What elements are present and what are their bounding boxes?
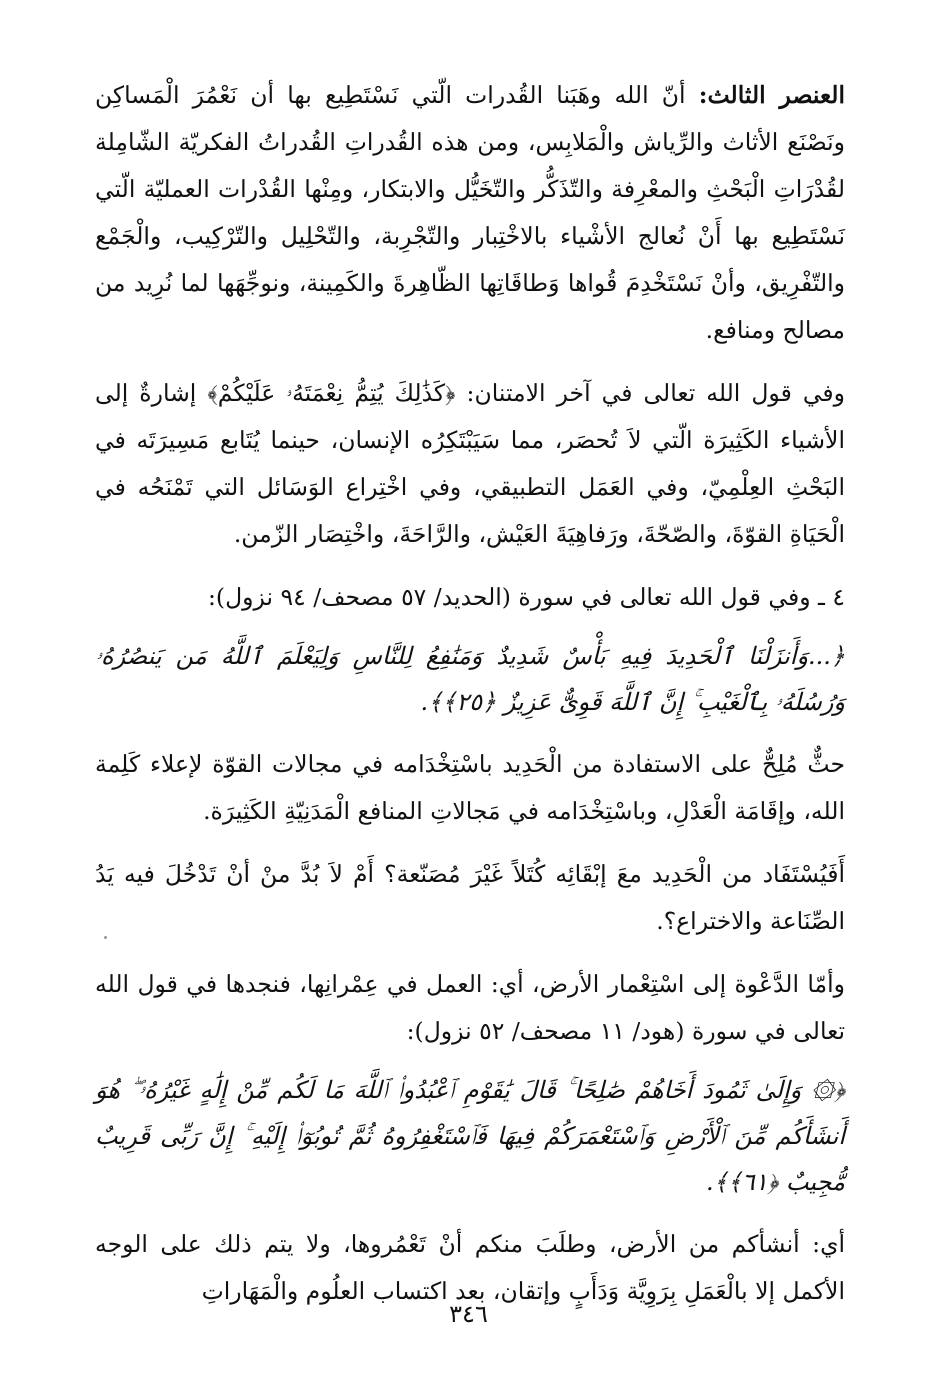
quran-verse-hud: ﴿۞ وَإِلَىٰ ثَمُودَ أَخَاهُمْ صَٰلِحًا ۚ قَالَ يَٰقَوْمِ ٱعْبُدُوا۟ ٱللَّهَ مَا لَكُم مِّنْ إِلَٰهٍ غَيْرُهُۥ ۖ هُوَ أَنشَأَكُم مِّنَ ٱلْأَرْضِ وَٱسْتَعْمَرَكُمْ فِيهَا فَٱسْتَغْفِرُوهُ ثُمَّ تُوبُوٓا۟ إِلَيْهِ ۚ إِنَّ رَبِّى قَرِيبٌ مُّجِيبٌ ﴿٦١﴾﴾.: [95, 1076, 845, 1196]
paragraph-earth-call: [95, 961, 845, 1055]
paragraph-text: أي: أنشأكم من الأرض، وطلَبَ منكم أنْ تَعْمُروها، ولا يتم ذلك على الوجه الأكمل إلا بالْعَمَلِ بِرَوِيَّة وَدَأَبٍ وإتقان، بعد اكتساب العلُوم والْمَهَاراتِ: [95, 1230, 845, 1305]
paragraph-text: حثٌّ مُلِحٌّ على الاستفادة من الْحَدِيد باسْتِخْدَامه في مجالات القوّة لإعلاء كَلِمة الله، وإقَامَة الْعَدْلِ، وباسْتِخْدَامه في مَجالاتِ المنافع الْمَدَنِيّةِ الكَثِيرَة.: [95, 750, 845, 825]
paragraph-text: وفي قول الله تعالى في آخر الامتنان: ﴿كَذَٰلِكَ يُتِمُّ نِعْمَتَهُۥ عَلَيْكُمْ﴾ إشارةٌ إلى الأشياء الكَثِيرَة الّتي لاَ تُحصَر، مما سَيَبْتَكِرُه الإنسان، حينما يُتَابع مَسِيرَتَه في البَحْثِ العِلْمِيّ، وفي العَمَل التطبيقي، وفي اخْتِراع الوَسَائل التي تَمْنَحُه في الْحَيَاةِ القوّةَ، والصّحّةَ، ورَفاهِيَةَ العَيْش، والرَّاحَةَ، واخْتِصَار الزّمن.: [95, 379, 845, 548]
paragraph-text: أنّ الله وهَبَنا القُدرات الّتي نَسْتَطِيع بها أن نَعْمُرَ الْمَساكِن ونَصْنَع الأثاث والرِّياش والْمَلابِس، ومن هذه القُدراتِ القُدراتُ الفكريّة الشّامِلة لقُدْرَاتِ الْبَحْثِ والمعْرِفة والتّذَكُّر والتّخَيُّل والابتكار، ومِنْها القُدْرات العمليّة الّتي نَسْتَطِيع بها أَنْ نُعالج الأشْياء بالاخْتِبار والتّجْرِبة، والتّحْلِيل والتّرْكِيب، والْجَمْع والتّفْرِيق، وأنْ نَسْتَخْدِمَ قُواها وَطاقَاتِها الظّاهِرةَ والكَمِينة، ونوجِّهَها لما نُرِيد من مصالح ومنافع.: [95, 81, 845, 344]
paragraph-text: أَفَيُسْتَفَاد من الْحَدِيد معَ إبْقَائِه كُتَلاً غَيْرَ مُصَنّعة؟ أَمْ لاَ بُدَّ منْ أنْ تَدْخُلَ فيه يَدُ الصِّنَاعة والاختراع؟.: [95, 860, 845, 935]
paragraph-hadid-intro: [95, 574, 845, 621]
page-body: [95, 72, 845, 1331]
quran-verse-hadid: ﴿...وَأَنزَلْنَا ٱلْحَدِيدَ فِيهِ بَأْسٌ شَدِيدٌ وَمَنَٰفِعُ لِلنَّاسِ وَلِيَعْلَمَ ٱللَّهُ مَن يَنصُرُهُۥ وَرُسُلَهُۥ بِٱلْغَيْبِ ۚ إِنَّ ٱللَّهَ قَوِىٌّ عَزِيزٌ ﴿٢٥﴾﴾.: [95, 642, 845, 716]
paragraph-third-element: [95, 72, 845, 354]
paragraph-iron-usage: [95, 741, 845, 835]
paragraph-iron-question: [95, 851, 845, 945]
page-number: ٣٤٦: [449, 1300, 488, 1328]
paragraph-imtinan: [95, 370, 845, 558]
divider-dot: [104, 936, 107, 939]
paragraph-text: ٤ ـ وفي قول الله تعالى في سورة (الحديد/ ٥٧ مصحف/ ٩٤ نزول):: [207, 583, 845, 611]
paragraph-text: وأمّا الدَّعْوة إلى اسْتِعْمار الأرض، أي: العمل في عِمْرانِها، فنجدها في قول الله تعالى في سورة (هود/ ١١ مصحف/ ٥٢ نزول):: [95, 970, 845, 1045]
paragraph-lead: العنصر الثالث:: [698, 81, 845, 109]
